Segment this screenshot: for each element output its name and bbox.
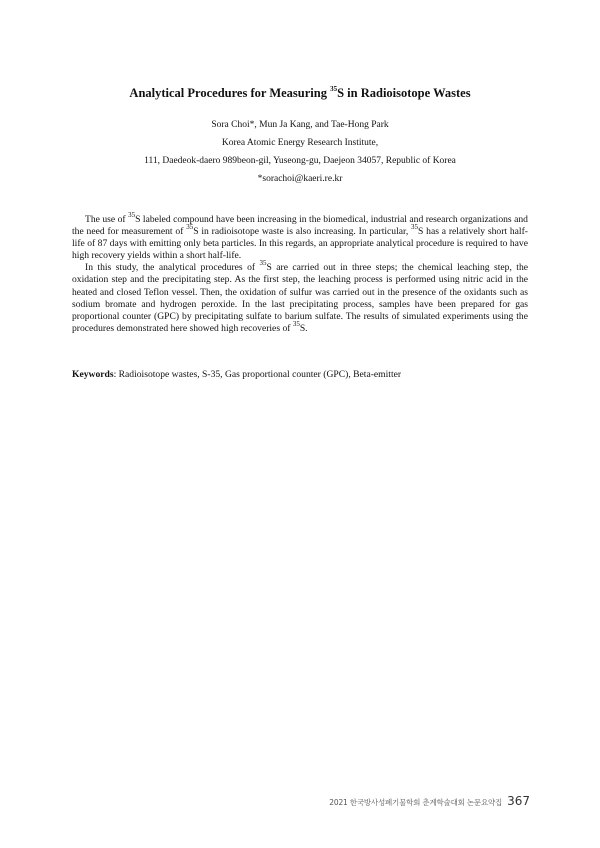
superscript: 35 xyxy=(292,319,300,328)
author-institute: Korea Atomic Energy Research Institute, xyxy=(221,138,379,148)
keywords-label: Keywords xyxy=(72,369,114,380)
title-text-suffix: S in Radioisotope Wastes xyxy=(337,86,471,100)
paper-title xyxy=(60,85,540,101)
title-superscript: 35 xyxy=(330,84,338,93)
keywords-line xyxy=(72,369,528,381)
abstract-text: S has a relatively short half-life of 87 days with emitting only beta particles. In this regards, an appropriate analytical procedure is required to have high recovery yields within a short half-life. xyxy=(72,226,528,262)
title-text-prefix: Analytical Procedures for Measuring xyxy=(129,86,331,100)
abstract-text: S. xyxy=(299,322,308,334)
abstract-text: In this study, the analytical procedures of xyxy=(85,262,260,274)
author-names: Sora Choi*, Mun Ja Kang, and Tae-Hong Park xyxy=(211,120,389,130)
abstract-paragraph-2 xyxy=(72,259,528,335)
superscript: 35 xyxy=(411,222,419,231)
page-number: 367 xyxy=(507,794,530,808)
abstract-text: The use of xyxy=(85,214,129,225)
superscript: 35 xyxy=(186,222,194,231)
abstract-body xyxy=(72,210,528,335)
abstract-text: S in radioisotope waste is also increasing. In particular, xyxy=(193,226,412,238)
page-footer xyxy=(329,790,530,809)
author-address: 111, Daedeok-daero 989beon-gil, Yuseong-gu, Daejeon 34057, Republic of Korea xyxy=(144,156,456,166)
keywords-text: : Radioisotope wastes, S-35, Gas proportional counter (GPC), Beta-emitter xyxy=(113,369,402,380)
abstract-text: S are carried out in three steps; the chemical leaching step, the oxidation step and the precipitating step. As the first step, the leaching process is performed using nitric acid in the heated and closed Teflon vessel. Then, the oxidation of sulfur was carried out in the presence of the oxidants such as sodium bromate and hydrogen peroxide. In the last precipitating process, samples have been prepared for gas proportional counter (GPC) by precipitating sulfate to barium sulfate. The results of simulated experiments using the procedures demonstrated here showed high recoveries of xyxy=(72,262,528,334)
author-email: *sorachoi@kaeri.re.kr xyxy=(257,174,343,184)
abstract-paragraph-1 xyxy=(72,210,528,262)
footer-conference-name: 2021 한국방사성폐기물학회 춘계학술대회 논문요약집 xyxy=(329,798,503,807)
superscript: 35 xyxy=(128,210,136,219)
abstract-text: S labeled compound have been increasing in the biomedical, industrial and research organizations and the need for measurement of xyxy=(72,214,528,238)
superscript: 35 xyxy=(259,259,267,268)
